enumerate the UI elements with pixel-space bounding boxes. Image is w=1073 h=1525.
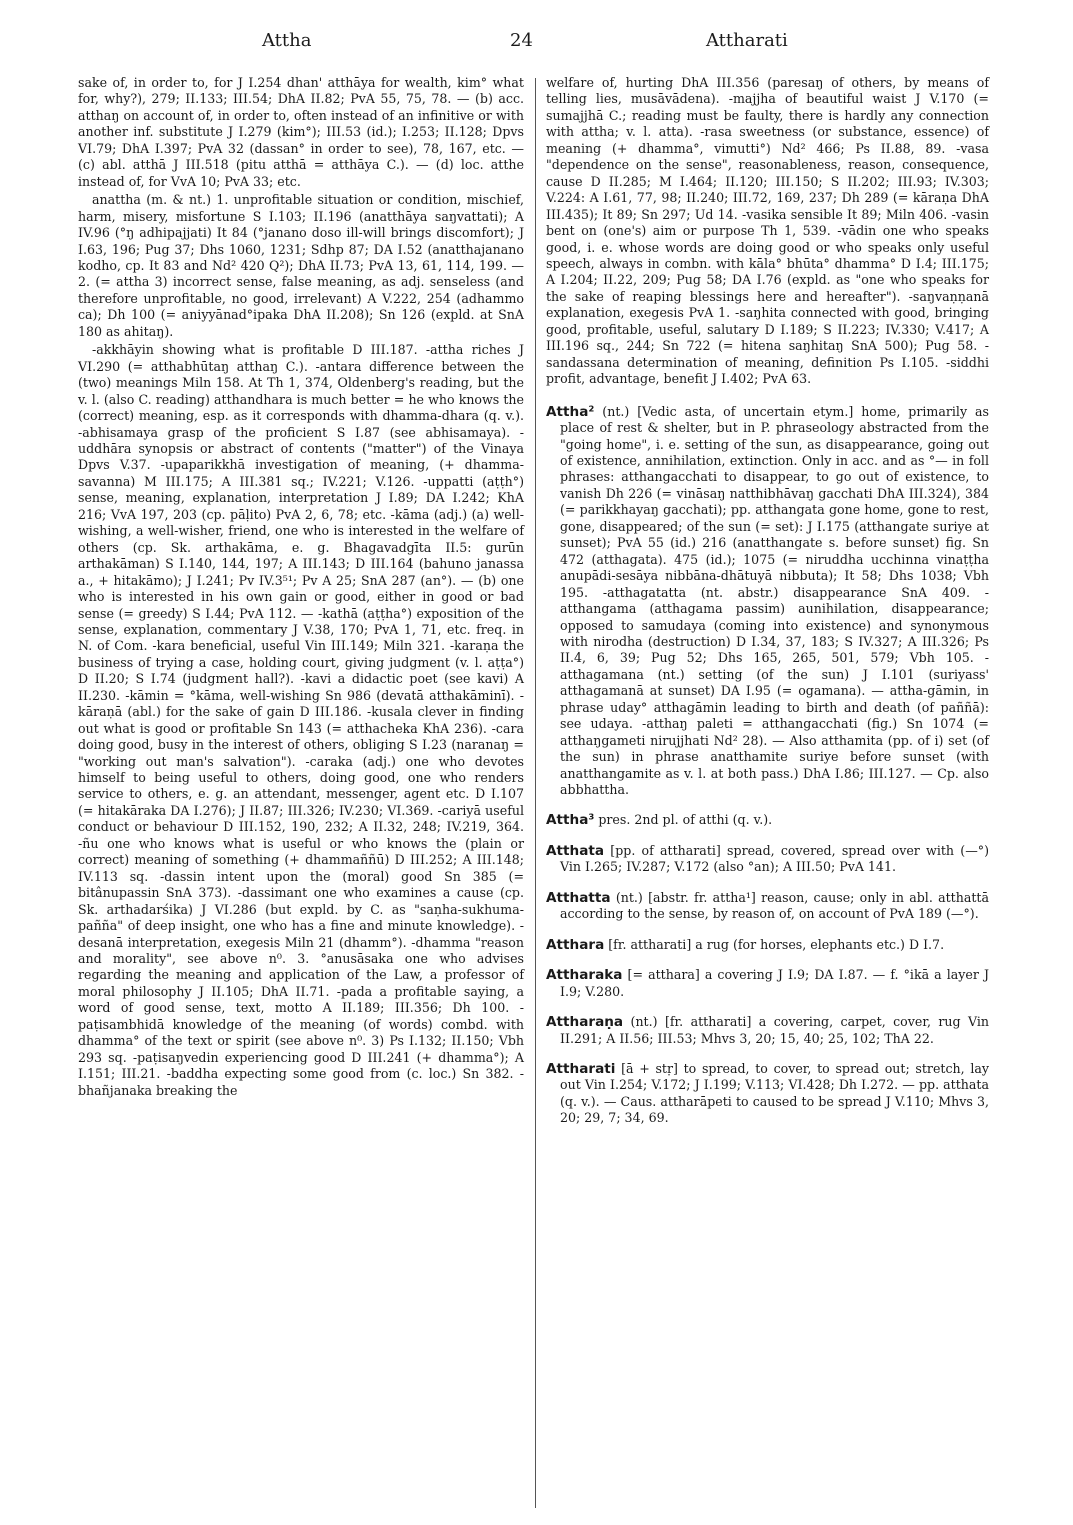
page-header [0, 30, 1073, 60]
left-guide-word: Attha [262, 30, 312, 51]
entry-attha2 [546, 404, 989, 799]
headword: Attharati [546, 1061, 616, 1078]
entry-attharati [546, 1061, 989, 1127]
headword: Attha³ [546, 812, 595, 829]
entry-body: pres. 2nd pl. of atthi (q. v.). [594, 812, 773, 828]
entry-body: [= atthara] a covering J I.9; DA I.87. — f. °ikā a layer J I.9; V.280. [560, 967, 989, 999]
headword: Atthata [546, 842, 605, 859]
entry-compounds: -akkhāyin showing what is profitable D III.187. -attha riches J VI.290 (= atthabhūtaŋ atthaŋ C.). -antara difference between the (two) meanings Miln 158. At Th 1, 374, Oldenberg's reading, but the v. l. (also C. reading) atthandhara is much better = he who knows the (correct) meaning, esp. as it corresponds with dhamma-dhara (q. v.). -abhisamaya grasp of the proficient S I.87 (see abhisamaya). -uddhāra synopsis or abstract of contents ("matter") of the Vinaya Dpvs V.37. -upaparikkhā investigation of meaning, (+ dhamma-savanna) M III.175; A III.381 sq.; IV.221; V.126. -uppatti (aṭṭh°) sense, meaning, explanation, interpretation J I.89; DA I.242; KhA 216; VvA 197, 203 (cp. pāḷito) PvA 2, 6, 78; etc. -kāma (adj.) (a) well-wishing, a well-wisher, friend, one who is interested in the welfare of others (cp. Sk. arthakāma, e. g. Bhagavadgīta II.5: gurūn arthakāman) S I.140, 144, 197; A III.143; D III.164 (bahuno janassa a., + hitakāmo); J I.241; Pv IV.3⁵¹; Pv A 25; SnA 287 (an°). — (b) one who is interested in his own gain or good, either in good or bad sense (= greedy) S I.44; PvA 112. — -kathā (aṭṭha°) exposition of the sense, explanation, commentary J V.38, 170; PvA 1, 71, etc. freq. in N. of Com. -kara beneficial, useful Vin III.149; Miln 321. -karaṇa the business of trying a case, holding court, giving judgment (v. l. aṭṭa°) D II.20; S I.74 (judgment hall?). -kavi a didactic poet (see kavi) A II.230. -kāmin = °kāma, well-wishing Sn 986 (devatā atthakāminī). -kāraṇā (abl.) for the sake of gain D III.186. -kusala clever in finding out what is good or profitable Sn 143 (= atthacheka KhA 236). -cara doing good, busy in the interest of others, obliging S I.23 (naranaŋ = "working out man's salvation"). -caraka (adj.) one who devotes himself to being useful to others, doing good, one who renders service to others, e. g. an attendant, messenger, agent etc. D I.107 (= hitakāraka DA I.276); J II.87; III.326; IV.230; VI.369. -cariyā useful conduct or behaviour D III.152, 190, 232; A II.32, 248; IV.219, 364. -ñu one who knows what is useful or who knows the (plain or correct) meaning of something (+ dhammaññū) D III.252; A III.148; IV.113 sq. -dassin intent upon the (moral) good Sn 385 (= bitânupassin SnA 373). -dassimant one who examines a cause (cp. Sk. arthadarśika) J VI.286 (but expld. by C. as "saṇha-sukhuma-pañña" of deep insight, one who has a fine and minute knowledge). -desanā interpretation, exegesis Miln 21 (dhamm°). -dhamma "reason and morality", see above n⁰. 3. °anusāsaka one who advises regarding the meaning and application of the Law, a professor of moral philosophy J II.105; DhA II.71. -pada a profitable saying, a word of good sense, text, motto A II.189; III.356; Dh 100. -paṭisambhidā knowledge of the meaning (of words) combd. with dhamma° of the text or spirit (see above n⁰. 3) Ps I.132; II.150; Vbh 293 sq. -paṭisaŋvedin experiencing good D III.241 (+ dhamma°); A I.151; III.21. -baddha expecting some good from (c. loc.) Sn 382. -bhañjanaka breaking the [78, 342, 524, 1098]
column-divider [535, 78, 536, 1508]
entry-body: [pp. of attharati] spread, covered, spread over with (—°) Vin I.265; IV.287; V.172 (also °an); A III.50; PvA 141. [560, 842, 989, 875]
headword: Attharaṇa [546, 1014, 624, 1031]
headword: Atthatta [546, 889, 611, 906]
entry-atthata [546, 843, 989, 876]
entry-atthatta [546, 890, 989, 923]
entry-compounds-continued: welfare of, hurting DhA III.356 (paresaŋ of others, by means of telling lies, musāvādena). -majjha of beautiful waist J V.170 (= sumajjhā C.; reading must be faulty, there is hardly any connection with attha; v. l. atta). -rasa sweetness (or substance, essence) of meaning (+ dhamma°, vimutti°) Nd² 466; Ps II.88, 89. -vasa "dependence on the sense", reasonableness, reason, consequence, cause D II.285; M I.464; II.120; III.150; S II.202; III.93; IV.303; V.224: A I.61, 77, 98; II.240; III.72, 169, 237; Dh 289 (= kāraṇa DhA III.435); It 89; Sn 297; Ud 14. -vasika sensible It 89; Miln 406. -vasin bent on (one's) aim or purpose Th 1, 539. -vādin one who speaks good, i. e. whose words are doing good or who speaks only useful speech, always in combn. with kāla° bhūta° dhamma° D I.4; III.175; A I.204; II.22, 209; Pug 58; DA I.76 (expld. as "one who speaks for the sake of reaping blessings here and hereafter"). -saŋvaṇṇanā explanation, exegesis PvA 1. -saŋhita connected with good, bringing good, profitable, useful, salutary D I.189; S II.223; IV.330; V.417; A III.196 sq., 244; Sn 722 (= hitena saŋhitaŋ SnA 500); Pug 58. -sandassana determination of meaning, definition Ps I.105. -siddhi profit, advantage, benefit J I.402; PvA 63. [546, 75, 989, 387]
headword: Attharaka [546, 967, 623, 984]
page-number: 24 [510, 30, 533, 51]
right-guide-word: Attharati [706, 30, 788, 51]
entry-body: [ā + stṛ] to spread, to cover, to spread out; stretch, lay out Vin I.254; V.172; J I.199; V.113; VI.428; Dh I.272. — pp. atthata (q. v.). — Caus. attharāpeti to caused to be spread J V.110; Mhvs 3, 20; 29, 7; 34, 69. [560, 1061, 989, 1126]
entry-attha3 [546, 812, 989, 828]
right-column [546, 75, 989, 1127]
entry-attharaka [546, 967, 989, 1000]
entry-body: (nt.) [Vedic asta, of uncertain etym.] home, primarily as place of rest & shelter, but in P. phraseology abstracted from the "going home", i. e. setting of the sun, as disappearance, going out of existence, annihilation, extinction. Only in acc. and as °— in foll phrases: atthangacchati to disappear, to go out of existence, to vanish Dh 226 (= vināsaŋ natthibhāvaŋ gacchati DhA III.324), 384 (= parikkhayaŋ gacchati); pp. atthangata gone home, gone to rest, gone, disappeared; of the sun (= set): J I.175 (atthangate suriye at sunset); PvA 55 (id.) 216 (anatthangate s. before sunset) fig. Sn 472 (atthagata). 475 (id.); 1075 (= niruddha ucchinna vinaṭṭha anupādi-sesāya nibbāna-dhātuyā nibbuta); It 58; Dhs 1038; Vbh 195. -atthagatatta (nt. abstr.) disappearance SnA 409. -atthangama (atthagama passim) aunihilation, disappearance; opposed to samudaya (coming into existence) and synonymous with nirodha (destruction) D I.34, 37, 183; S IV.327; A III.326; Ps II.4, 6, 39; Pug 52; Dhs 165, 265, 501, 579; Vbh 105. -atthagamana (nt.) setting (of the sun) J I.101 (suriyass' atthagamanā at sunset) DA I.95 (= ogamana). — attha-gāmin, in phrase uday° atthagāmin leading to birth and death (of paññā): see udaya. -atthaŋ paleti = atthangacchati (fig.) Sn 1074 (= atthaŋgameti nirujjhati Nd² 28). — Also atthamita (pp. of i) set (of the sun) in phrase anatthamite suriye before sunset (with anatthangamite as v. l. at both pass.) DhA I.86; III.127. — Cp. also abbhattha. [560, 403, 989, 798]
left-column [78, 75, 524, 1099]
entry-continuation: sake of, in order to, for J I.254 dhan' atthāya for wealth, kim° what for, why?), 279; II.133; III.54; DhA II.82; PvA 55, 75, 78. — (b) acc. atthaŋ on account of, in order to, often instead of an infinitive or with another inf. substitute J I.279 (kim°); III.53 (id.); I.253; II.128; Dpvs VI.79; DhA I.397; PvA 32 (dassan° in order to see), 78, 167, etc. — (c) abl. atthā J III.518 (pitu atthā = atthāya C.). — (d) loc. atthe instead of, for VvA 10; PvA 33; etc. [78, 75, 524, 189]
headword: Atthara [546, 936, 605, 953]
entry-body: (nt.) [fr. attharati] a covering, carpet, cover, rug Vin II.291; A II.56; III.53; Mhvs 3, 20; 15, 40; 25, 102; ThA 22. [560, 1014, 989, 1046]
entry-atthara [546, 937, 989, 953]
entry-body: [fr. attharati] a rug (for horses, elephants etc.) D I.7. [604, 936, 945, 952]
entry-anattha: anattha (m. & nt.) 1. unprofitable situation or condition, mischief, harm, misery, misfortune S I.103; II.196 (anatthāya saŋvattati); A IV.96 (°ŋ adhipajjati) It 84 (°janano doso ill-will brings discomfort); J I.63, 196; Pug 37; Dhs 1060, 1231; Sdhp 87; DA I.52 (anatthajanano kodho, cp. It 83 and Nd² 420 Q²); DhA II.73; PvA 13, 61, 114, 199. — 2. (= attha 3) incorrect sense, false meaning, as adj. senseless (and therefore unprofitable, no good, irrelevant) A V.222, 254 (adhammo ca); Dh 100 (= aniyyānad°ipaka DhA II.208); Sn 126 (expld. at SnA 180 as ahitaŋ). [78, 192, 524, 339]
entry-body: (nt.) [abstr. fr. attha¹] reason, cause; only in abl. atthattā according to the sense, by reason of, on account of PvA 189 (—°). [560, 889, 989, 922]
headword: Attha² [546, 403, 595, 420]
entry-attharana [546, 1014, 989, 1047]
